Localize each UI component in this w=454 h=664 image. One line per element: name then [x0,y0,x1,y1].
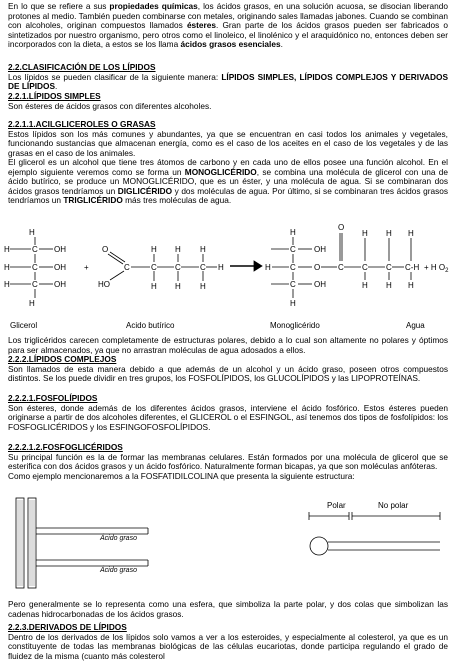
bold-term: TRIGLICÉRIDO [63,195,123,205]
atom-h: H [175,245,181,254]
group-oh: OH [54,263,66,272]
atom-c: C [32,280,38,289]
atom-h: H [362,229,368,238]
atom-h: H [408,281,414,290]
atom-h: H [290,299,296,308]
body-text: y dos moléculas de agua. Por último, si se combinaran tres ácidos grasos tendríamos un [8,185,448,205]
paragraph-esfera [8,600,448,619]
bold-term: DIGLICÉRIDO [117,185,173,196]
atom-h: H [218,263,224,272]
body-text: Su principal función es la de formar las membranas celulares. Están formados por una molécula de glicerol que se esterifica con dos ácidos grasos y un ácido fosfórico. Naturalmente forman bicapas, ya que son moléculas anfóteras. [8,451,448,471]
atom-c: C [290,263,296,272]
atom-c: C [32,263,38,272]
section-fosfolipidos [8,394,448,432]
bold-term: ácidos grasos esenciales [180,39,281,49]
atom-c: C [200,263,206,272]
body-text: . [55,81,58,91]
atom-c: C [151,263,157,272]
atom-o: O [338,223,345,232]
body-text: Estos lípidos son los más comunes y abundantes, ya que se encuentran en casi todos los animales y vegetales, funcionando sustancias que almacenan energía, como es el caso de los aceites en el caso de los vegetales y de las grasas en el caso de los animales. [8,128,448,158]
atom-h: H [200,245,206,254]
group-oh: OH [314,245,326,254]
atom-c: C [338,263,344,272]
body-text: Como ejemplo mencionaremos a la FOSFATIDILCOLINA que presenta la siguiente estructura: [8,470,355,481]
group-ho: HO [98,280,110,289]
atom-c: C [175,263,181,272]
group-oh: OH [314,280,326,289]
group-oh: OH [54,245,66,254]
label-polar: Polar [327,501,346,510]
atom-h: H [386,229,392,238]
atom-h: H [408,229,414,238]
atom-h: H [265,263,271,272]
intro-text: En lo que se refiere a sus [8,1,110,11]
intro-text: . Gran parte de los ácidos grasos pueden ser fabricados o sintetizados por nuestro organismo, pero otros como el linoleico, el linolénico y el araquidónico no, entonces deben ser incorporados con la dieta, a estos se los llama [8,20,448,49]
body-text: más tres moléculas de agua. [122,195,232,205]
label-acido-butirico: Acido butírico [126,321,175,330]
water-term: + H $O_2$ [424,263,449,274]
section-heading: 2.2.3.DERIVADOS DE LÍPIDOS [8,622,127,632]
label-agua: Agua [406,321,425,330]
section-heading: 2.2.2.LÍPIDOS COMPLEJOS [8,354,117,364]
section-heading: 2.2.CLASIFICACIÓN DE LOS LÍPIDOS [8,62,156,72]
atom-h: H [151,245,157,254]
section-lipidos-complejos [8,355,448,384]
section-fosfogliceridos [8,443,448,481]
atom-c: C [32,245,38,254]
label-no-polar: No polar [378,501,409,510]
atom-c: C [386,263,392,272]
section-heading: 2.2.1.LÍPIDOS SIMPLES [8,91,101,101]
body-text: Son ésteres de ácidos grasos con diferentes alcoholes. [8,100,212,111]
body-text: Son llamados de esta manera debido a que además de un alcohol y un ácido graso, poseen otros compuestos distintos. Se los puede dividir en tres grupos, los FOSFOLÍPIDOS, los GLUCOLÍPIDOS y las LIPOPROTEÍNAS. [8,363,448,383]
label-acido-graso: Ácido graso [100,567,137,574]
body-text: Dentro de los derivados de los lípidos solo vamos a ver a los esteroides, y especialmente al colesterol, ya que es un constituyente de todas las membranas biológicas de las células eucariotas, donde participa regulando el grado de fluidez de la misma (cuanto más colesterol [8,631,448,661]
section-derivados [8,623,448,661]
atom-c: C [124,263,130,272]
label-glicerol: Glicerol [10,321,38,330]
atom-h: H [4,245,10,254]
bold-term: ésteres [186,20,217,30]
intro-text: . [280,39,283,49]
intro-text: , los ácidos grasos, en una solución acuosa, se disocian liberando protones al medio. También pueden combinarse con metales, originando sales llamadas jabones. Cuando se combinan con alcoholes, originan compuestos llamados [8,1,448,30]
atom-h: H [362,281,368,290]
section-clasificacion [8,63,448,92]
atom-c: C [362,263,368,272]
body-text: , se combina una molécula de glicerol con una de ácido butírico, se produce un MONOGLICÉRIDO, que es un éster, y una molécula de agua. Si se combinaran dos ácidos grasos tendríamos un [8,166,448,196]
section-lipidos-simples [8,92,448,111]
atom-h: H [200,282,206,291]
intro-paragraph [8,2,448,50]
atom-h: H [151,282,157,291]
atom-o: O [102,245,109,254]
atom-h: H [4,280,10,289]
atom-h: H [175,282,181,291]
atom-o: O [314,263,321,272]
atom-c: C [290,280,296,289]
bond-lines [10,233,411,298]
body-text: El glicerol es un alcohol que tiene tres átomos de carbono y en cada uno de ellos posee una función alcohol. En el ejemplo siguiente veremos como se forma un [8,157,448,177]
bold-term: MONOGLICÉRIDO [184,166,257,177]
atom-h: H [29,228,35,237]
atom-h: H [29,299,35,308]
section-acilgliceroles [8,120,448,206]
paragraph-trigliceridos [8,336,448,355]
phospholipid-structure-diagram [8,492,448,592]
plus-sign: + [84,263,89,272]
atom-h: H [290,228,296,237]
atom-h: H [4,263,10,272]
bold-term: LÍPIDOS SIMPLES, LÍPIDOS COMPLEJOS Y DERIVADOS DE LÍPIDOS [8,71,448,91]
body-text: Los lípidos se pueden clasificar de la siguiente manera: [8,71,222,82]
atom-ch: C-H [405,263,420,272]
body-text: Son ésteres, donde además de los diferentes ácidos grasos, interviene el ácido fosfórico. Estos ésteres pueden originarse a partir de dos alcoholes diferentes, el GLICEROL o el ESFINGOL, así tenemos dos tipos de fosfolípidos: los FOSFOGLICÉRIDOS y los ESFINGOFOSFOLÍPIDOS. [8,402,448,432]
section-heading: 2.2.2.1.2.FOSFOGLICÉRIDOS [8,442,123,452]
polar-head-circle [310,537,328,555]
section-heading: 2.2.2.1.FOSFOLÍPIDOS [8,393,98,403]
esterification-reaction-diagram [4,223,449,334]
label-acido-graso: Ácido graso [100,535,137,542]
body-text: Pero generalmente se lo representa como una esfera, que simboliza la parte polar, y dos colas que simbolizan las cadenas hidrocarbonadas de los ácidos grasos. [8,599,448,619]
atom-c: C [290,245,296,254]
atom-h: H [386,281,392,290]
section-heading: 2.2.1.1.ACILGLICEROLES O GRASAS [8,119,156,129]
body-text: Los triglicéridos carecen completamente de estructuras polares, debido a lo cual son altamente no polares y óptimos para ser almacenados, ya que no arrastran moléculas de agua adosados a ellos. [8,335,448,355]
label-monoglicerido: Monoglicérido [270,321,320,330]
group-oh: OH [54,280,66,289]
bold-term: propiedades químicas [109,1,198,11]
